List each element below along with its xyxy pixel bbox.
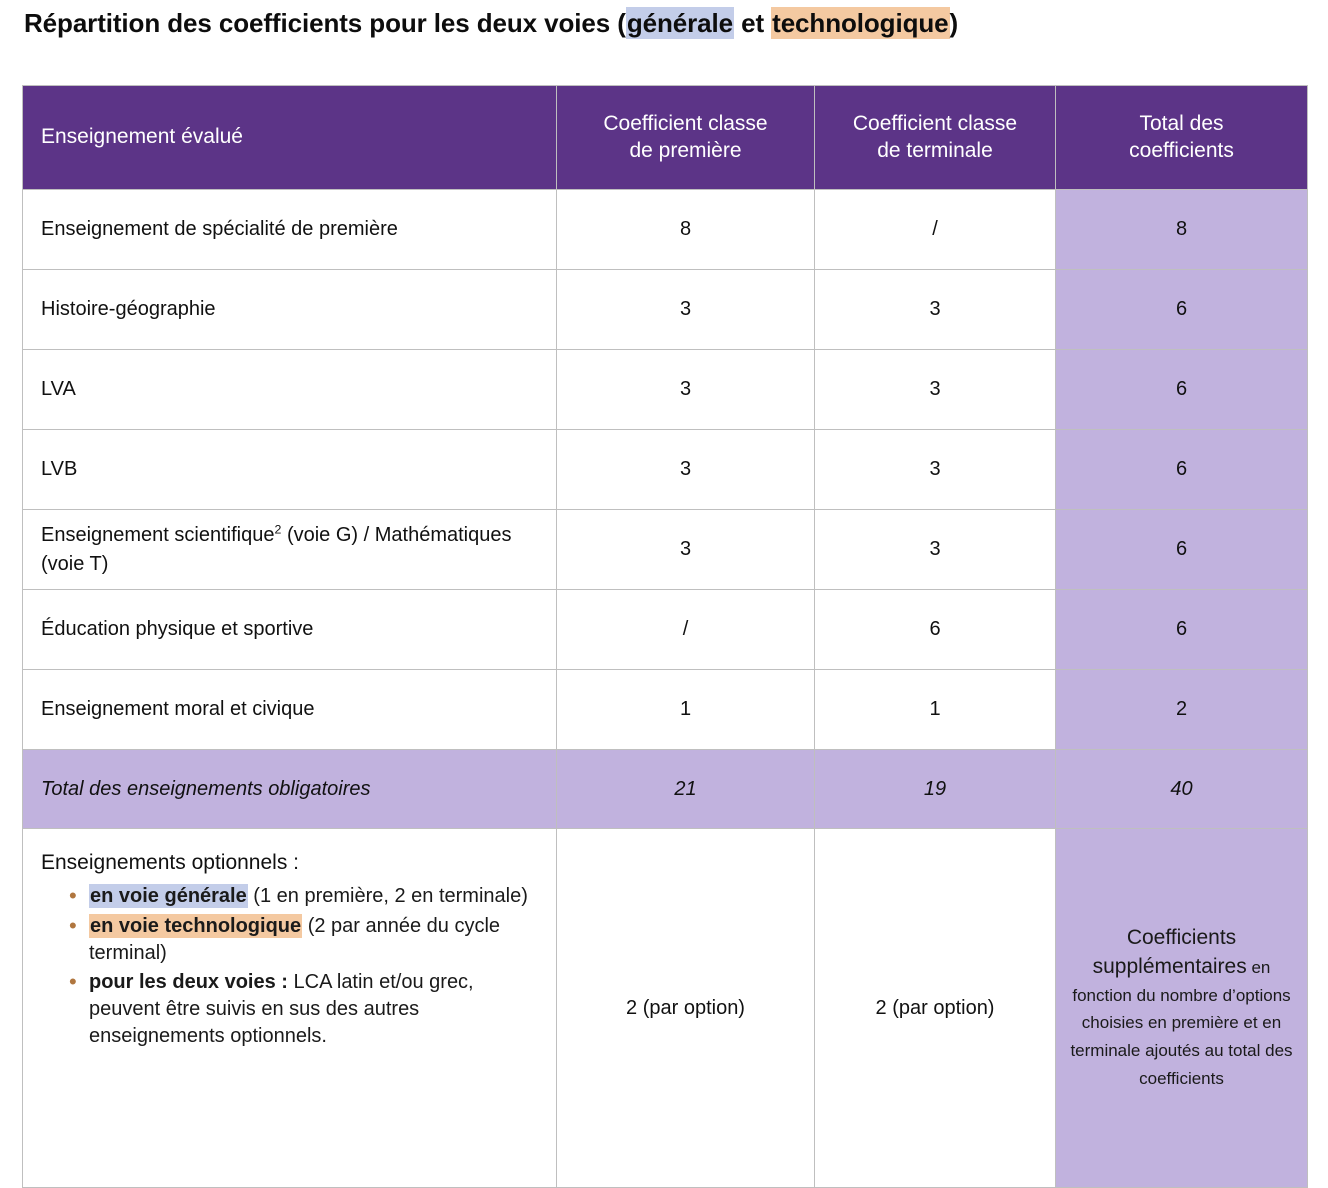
column-header-total [1056, 86, 1308, 190]
row-subject: Histoire-géographie [23, 270, 557, 350]
options-total-big: Coefficients supplémentaires [1092, 925, 1247, 978]
row-premiere: 3 [557, 510, 815, 590]
option-rest-technologique: (2 par année du cycle terminal) [89, 914, 501, 964]
row-subject: LVB [23, 430, 557, 510]
list-item [75, 969, 542, 1051]
totals-total: 40 [1056, 750, 1308, 829]
table-header [23, 86, 1308, 190]
column-header-premiere [557, 86, 815, 190]
column-header-premiere-line2: de première [629, 138, 742, 162]
row-total: 6 [1056, 590, 1308, 670]
row-subject: Éducation physique et sportive [23, 590, 557, 670]
row-terminale: 3 [815, 350, 1056, 430]
scientific-part1: Enseignement scientifique [41, 524, 275, 547]
header-row [23, 86, 1308, 190]
column-header-terminale-line2: de terminale [877, 138, 993, 162]
options-cell [23, 829, 557, 1188]
options-list [41, 883, 542, 1050]
row-premiere: 3 [557, 270, 815, 350]
scientific-part2: (voie G) / Mathématiques (voie T) [41, 524, 512, 575]
scientific-footnote-marker: 2 [274, 522, 282, 537]
title-prefix: Répartition des coefficients pour les deux voies ( [24, 8, 626, 38]
totals-terminale: 19 [815, 750, 1056, 829]
row-subject: LVA [23, 350, 557, 430]
row-subject: Enseignement moral et civique [23, 670, 557, 750]
row-terminale: 3 [815, 270, 1056, 350]
row-total: 6 [1056, 430, 1308, 510]
table-row [23, 190, 1308, 270]
option-rest-deux-voies: LCA latin et/ou grec, peuvent être suivis en sus des autres enseignements optionnels. [89, 970, 474, 1048]
table-row [23, 670, 1308, 750]
table-row [23, 590, 1308, 670]
list-item [75, 883, 542, 910]
title-highlight-technologique: technologique [772, 8, 949, 38]
list-item [75, 913, 542, 967]
row-premiere: 3 [557, 350, 815, 430]
row-subject-scientific [23, 510, 557, 590]
coefficients-table [22, 85, 1308, 1188]
option-lead-technologique: en voie technologique [90, 914, 302, 937]
page-title [24, 8, 958, 39]
options-terminale: 2 (par option) [815, 829, 1056, 1188]
option-lead-generale: en voie générale [90, 885, 247, 908]
row-terminale: / [815, 190, 1056, 270]
title-suffix: ) [949, 8, 959, 38]
column-header-subject: Enseignement évalué [23, 86, 557, 190]
options-total-small: en fonction du nombre d’options choisies en première et en terminale ajoutés au total des coefficients [1070, 957, 1293, 1088]
row-terminale: 3 [815, 430, 1056, 510]
row-terminale: 6 [815, 590, 1056, 670]
option-rest-generale: (1 en première, 2 en terminale) [247, 885, 528, 908]
row-premiere: 1 [557, 670, 815, 750]
table-body [23, 190, 1308, 1188]
column-header-terminale-line1: Coefficient classe [852, 111, 1018, 135]
title-highlight-generale: générale [626, 8, 733, 38]
title-middle: et [733, 8, 772, 38]
row-total: 2 [1056, 670, 1308, 750]
row-premiere: 8 [557, 190, 815, 270]
options-total [1056, 829, 1308, 1188]
row-total: 6 [1056, 510, 1308, 590]
row-total: 6 [1056, 350, 1308, 430]
options-premiere: 2 (par option) [557, 829, 815, 1188]
row-subject: Enseignement de spécialité de première [23, 190, 557, 270]
options-heading: Enseignements optionnels : [41, 851, 299, 874]
table-row-options [23, 829, 1308, 1188]
table-row [23, 270, 1308, 350]
table-row-totals [23, 750, 1308, 829]
row-total: 6 [1056, 270, 1308, 350]
totals-premiere: 21 [557, 750, 815, 829]
row-premiere: / [557, 590, 815, 670]
table-row [23, 430, 1308, 510]
totals-label: Total des enseignements obligatoires [23, 750, 557, 829]
option-lead-deux-voies: pour les deux voies : [89, 970, 288, 993]
row-terminale: 3 [815, 510, 1056, 590]
table-row [23, 510, 1308, 590]
row-total: 8 [1056, 190, 1308, 270]
row-premiere: 3 [557, 430, 815, 510]
column-header-total-line2: coefficients [1129, 138, 1234, 162]
options-total-text [1070, 924, 1293, 1092]
column-header-premiere-line1: Coefficient classe [603, 111, 768, 135]
column-header-total-line1: Total des [1139, 111, 1224, 135]
column-header-terminale [815, 86, 1056, 190]
row-terminale: 1 [815, 670, 1056, 750]
table-row [23, 350, 1308, 430]
